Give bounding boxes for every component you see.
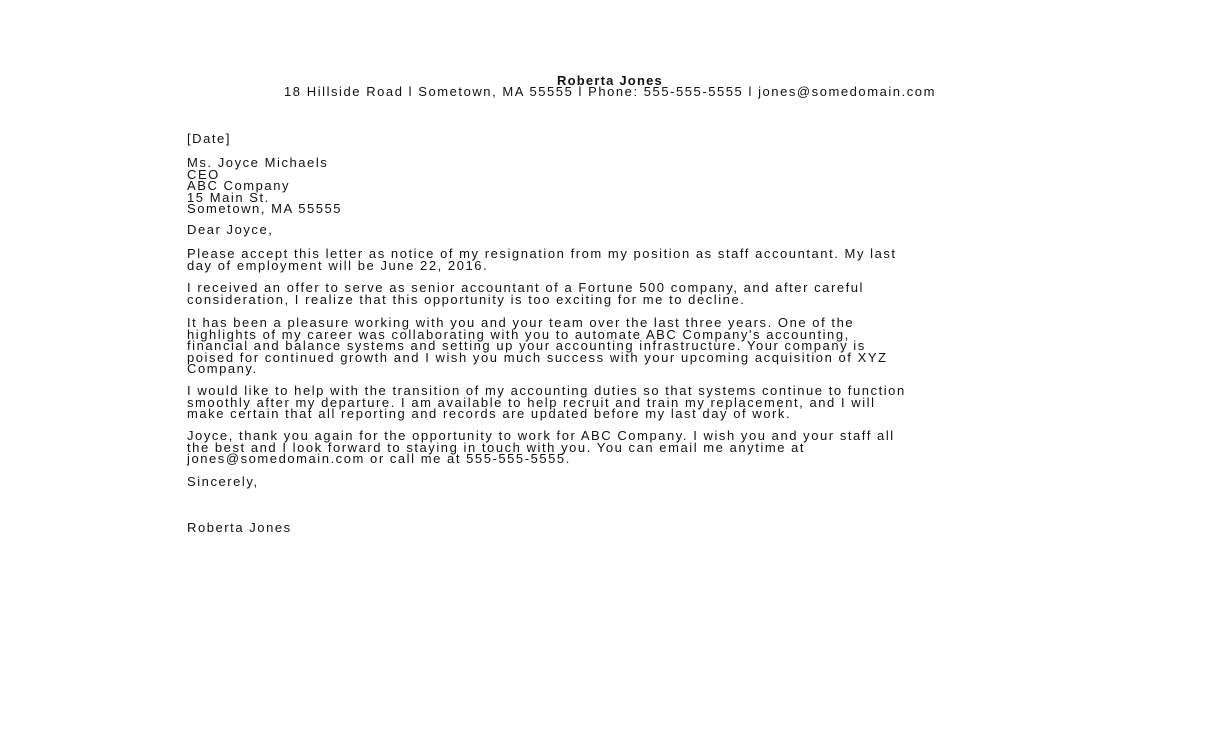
text-line: make certain that all reporting and records are updated before my last day of work. <box>187 406 792 421</box>
recipient-street: 15 Main St. <box>187 189 270 205</box>
text-line: day of employment will be June 22, 2016. <box>187 257 489 273</box>
recipient-address <box>187 157 342 215</box>
text-line: Please accept this letter as notice of my resignation from my position as staff accountant. My last <box>187 246 897 261</box>
recipient-name: Ms. Joyce Michaels <box>187 155 329 170</box>
text-line: consideration, I realize that this opportunity is too exciting for me to decline. <box>187 291 746 307</box>
paragraph-4 <box>187 385 906 420</box>
text-line: Joyce, thank you again for the opportunity to work for ABC Company. I wish you and your staff all <box>187 428 895 443</box>
recipient-title: CEO <box>187 166 220 182</box>
text-line: smoothly after my departure. I am available to help recruit and train my replacement, and I will <box>187 394 876 410</box>
text-line: Company. <box>187 361 258 376</box>
sender-contact: 18 Hillside Road l Sometown, MA 55555 l Phone: 555-555-5555 l jones@somedomain.com <box>284 84 936 99</box>
paragraph-5 <box>187 430 895 465</box>
text-line: I received an offer to serve as senior accountant of a Fortune 500 company, and after careful <box>187 280 864 295</box>
closing: Sincerely, <box>187 474 259 489</box>
text-line: financial and balance systems and setting up your accounting infrastructure. Your company is <box>187 338 866 353</box>
text-line: I would like to help with the transition of my accounting duties so that systems continue to function <box>187 383 906 398</box>
paragraph-3 <box>187 317 888 375</box>
text-line: It has been a pleasure working with you and your team over the last three years. One of the <box>187 315 855 330</box>
text-line: jones@somedomain.com or call me at 555-555-5555. <box>187 451 571 466</box>
text-line: poised for continued growth and I wish you much success with your upcoming acquisition of XYZ <box>187 349 888 365</box>
text-line: highlights of my career was collaborating with you to automate ABC Company's accounting, <box>187 326 850 342</box>
text-line: the best and I look forward to staying in touch with you. You can email me anytime at <box>187 439 806 455</box>
recipient-city: Sometown, MA 55555 <box>187 201 343 216</box>
letter-date: [Date] <box>187 131 231 146</box>
salutation: Dear Joyce, <box>187 222 274 237</box>
sender-name: Roberta Jones <box>557 73 663 88</box>
paragraph-1 <box>187 248 897 271</box>
signature: Roberta Jones <box>187 520 292 535</box>
paragraph-2 <box>187 282 864 305</box>
recipient-company: ABC Company <box>187 178 291 193</box>
